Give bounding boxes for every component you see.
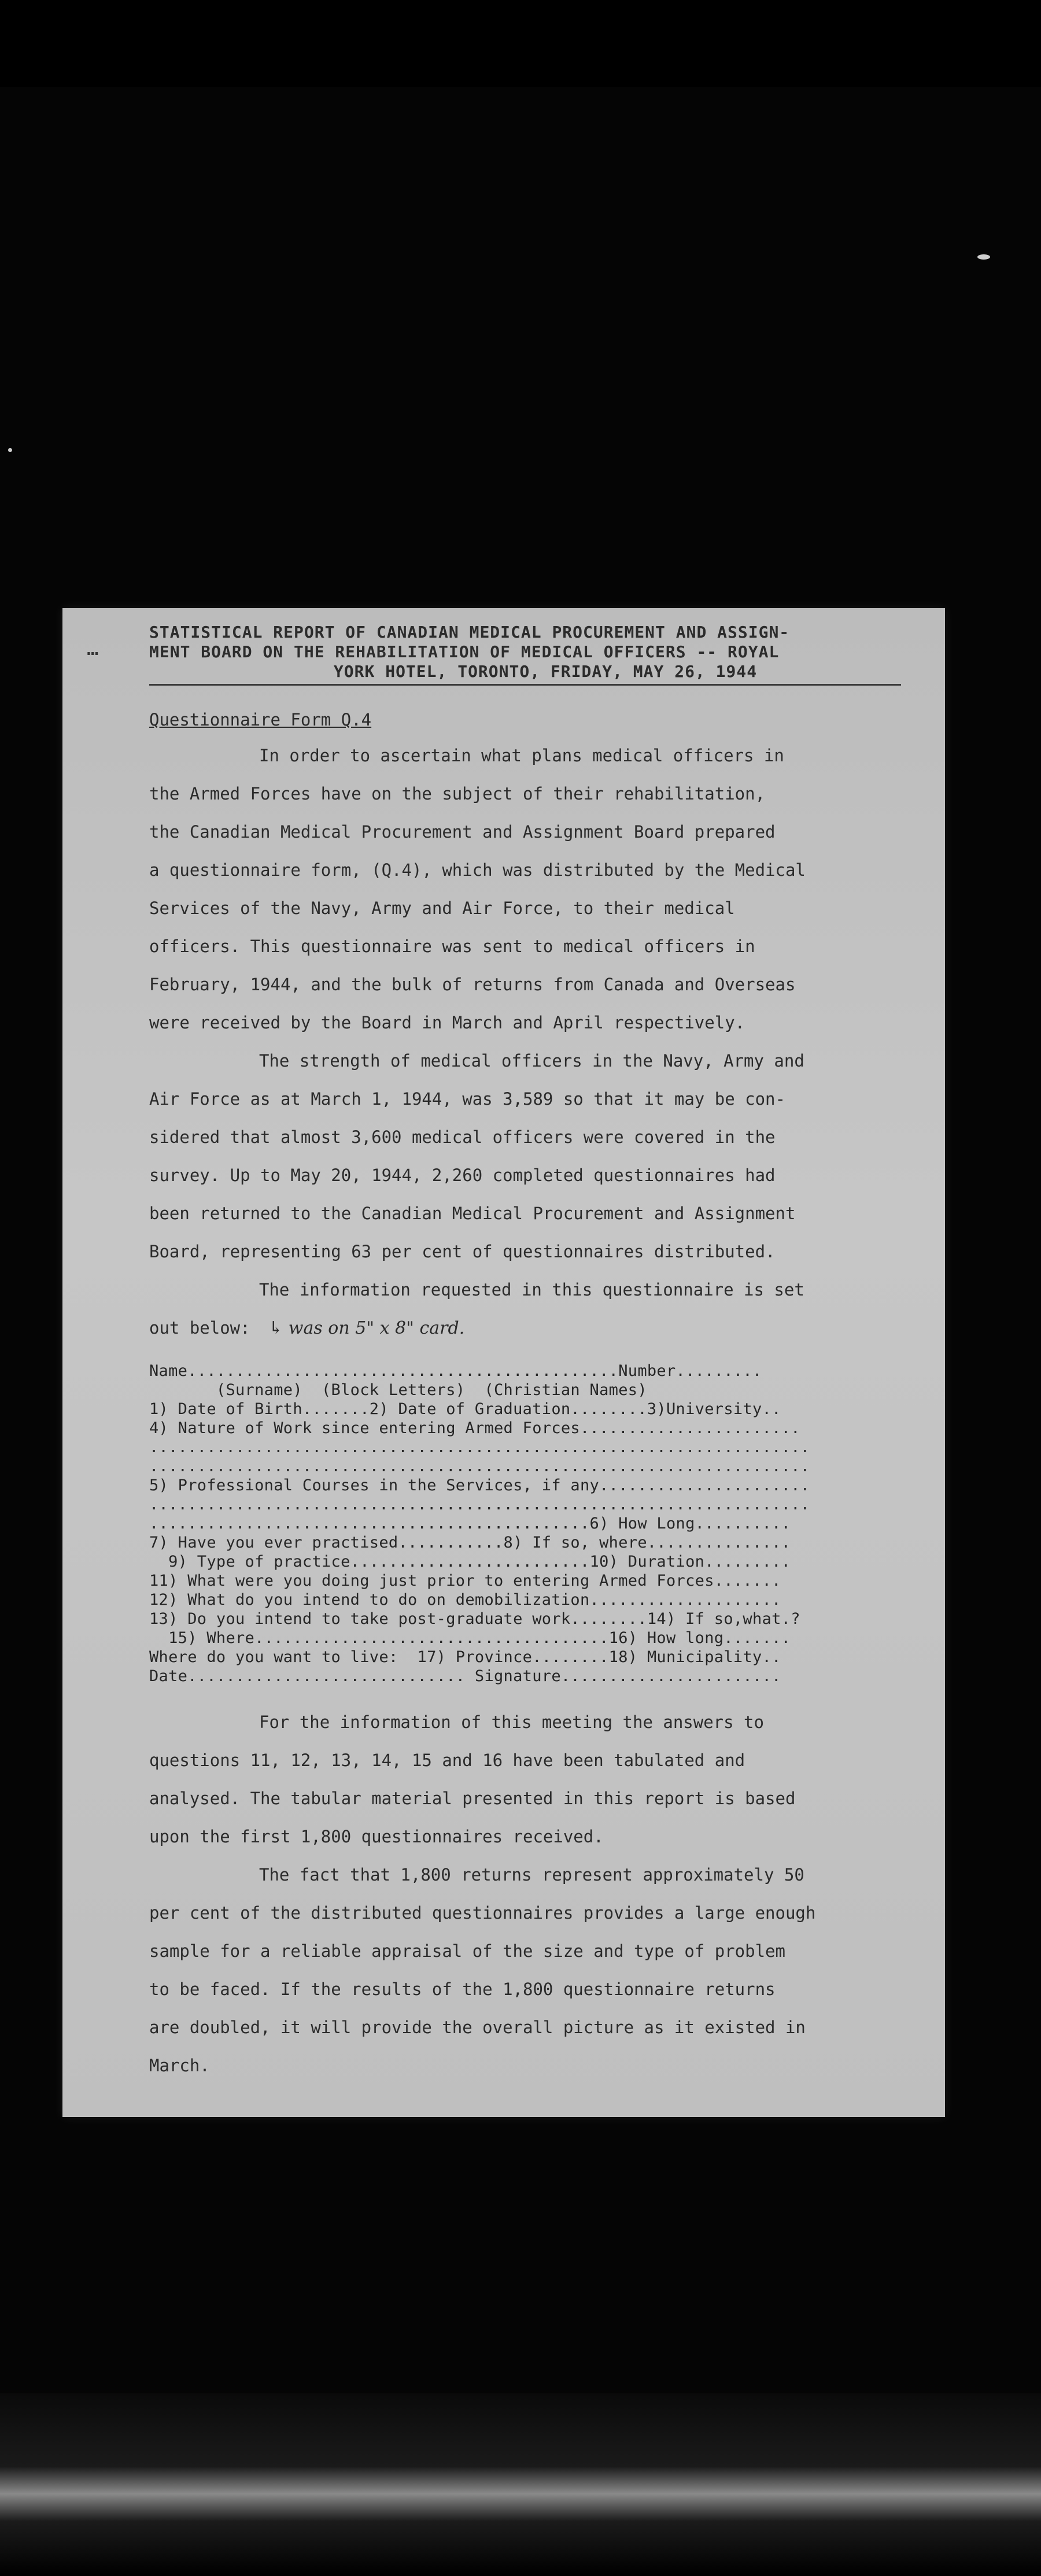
form-line: ..................................................................... xyxy=(149,1457,810,1475)
header-rule xyxy=(149,684,901,686)
section-title: Questionnaire Form Q.4 xyxy=(149,710,372,730)
form-line: (Surname) (Block Letters) (Christian Names) xyxy=(149,1381,647,1399)
dust-speck xyxy=(977,254,990,260)
form-line: 9) Type of practice.........................10) Duration......... xyxy=(149,1553,791,1571)
text-line: sidered that almost 3,600 medical officers were covered in the xyxy=(149,1127,776,1147)
form-line: Where do you want to live: 17) Province........18) Municipality.. xyxy=(149,1648,781,1666)
tabulation-paragraph xyxy=(149,1703,907,1856)
text-fragment: out below: xyxy=(149,1318,250,1338)
text-line: For the information of this meeting the answers to xyxy=(259,1712,764,1732)
info-paragraph xyxy=(149,1271,907,1348)
text-line: were received by the Board in March and April respectively. xyxy=(149,1013,745,1032)
form-line: 11) What were you doing just prior to entering Armed Forces....... xyxy=(149,1572,781,1590)
text-line: a questionnaire form, (Q.4), which was distributed by the Medical xyxy=(149,860,806,880)
text-line: Board, representing 63 per cent of questionnaires distributed. xyxy=(149,1242,776,1261)
form-line: 13) Do you intend to take post-graduate work........14) If so,what.? xyxy=(149,1610,800,1628)
text-line: Air Force as at March 1, 1944, was 3,589 so that it may be con- xyxy=(149,1089,785,1109)
text-line: analysed. The tabular material presented in this report is based xyxy=(149,1789,796,1808)
text-line: In order to ascertain what plans medical officers in xyxy=(259,746,784,765)
form-line: ..............................................6) How Long.......... xyxy=(149,1515,791,1533)
text-line: survey. Up to May 20, 1944, 2,260 completed questionnaires had xyxy=(149,1165,776,1185)
sample-paragraph xyxy=(149,1856,907,2085)
film-border-bottom xyxy=(0,2393,1041,2576)
text-line: the Canadian Medical Procurement and Assignment Board prepared xyxy=(149,822,776,842)
text-line: are doubled, it will provide the overall picture as it existed in xyxy=(149,2018,806,2037)
text-line: Services of the Navy, Army and Air Force, to their medical xyxy=(149,898,735,918)
handwritten-text: was on 5" x 8" card. xyxy=(288,1318,465,1338)
form-line: 12) What do you intend to do on demobilization.................... xyxy=(149,1591,781,1609)
form-line: 1) Date of Birth.......2) Date of Graduation........3)University.. xyxy=(149,1400,781,1418)
report-title-line-1: STATISTICAL REPORT OF CANADIAN MEDICAL PROCUREMENT AND ASSIGN- xyxy=(149,623,790,642)
document-page xyxy=(62,608,945,2117)
film-border-top xyxy=(0,0,1041,87)
form-line: 5) Professional Courses in the Services, if any...................... xyxy=(149,1476,810,1494)
form-line: 7) Have you ever practised...........8) If so, where............... xyxy=(149,1534,791,1552)
text-line: The fact that 1,800 returns represent approximately 50 xyxy=(259,1865,804,1885)
intro-paragraph xyxy=(149,736,907,1042)
text-line: March. xyxy=(149,2056,210,2075)
report-title-line-2: MENT BOARD ON THE REHABILITATION OF MEDICAL OFFICERS -- ROYAL xyxy=(149,642,780,661)
text-line: The strength of medical officers in the Navy, Army and xyxy=(259,1051,804,1071)
text-line: to be faced. If the results of the 1,800 questionnaire returns xyxy=(149,1979,776,1999)
text-line: February, 1944, and the bulk of returns from Canada and Overseas xyxy=(149,975,796,994)
form-line: ..................................................................... xyxy=(149,1438,810,1456)
text-line xyxy=(149,1309,907,1348)
form-line: 15) Where.....................................16) How long....... xyxy=(149,1629,791,1647)
text-line: per cent of the distributed questionnaires provides a large enough xyxy=(149,1903,816,1923)
page-content xyxy=(149,623,907,2085)
text-line: sample for a reliable appraisal of the size and type of problem xyxy=(149,1941,785,1961)
handwritten-annotation: ↳ was on 5" x 8" card. xyxy=(268,1318,465,1338)
dust-speck xyxy=(8,448,12,452)
margin-mark: … xyxy=(87,637,99,660)
form-line: ..................................................................... xyxy=(149,1496,810,1513)
text-line: officers. This questionnaire was sent to medical officers in xyxy=(149,937,755,956)
text-line: upon the first 1,800 questionnaires received. xyxy=(149,1827,604,1846)
form-line: Name.............................................Number......... xyxy=(149,1362,762,1380)
report-title-line-3: YORK HOTEL, TORONTO, FRIDAY, MAY 26, 1944 xyxy=(333,662,758,681)
text-line: The information requested in this questionnaire is set xyxy=(259,1280,804,1300)
text-line: questions 11, 12, 13, 14, 15 and 16 have been tabulated and xyxy=(149,1750,745,1770)
form-line: Date............................. Signature....................... xyxy=(149,1667,781,1685)
text-line: the Armed Forces have on the subject of their rehabilitation, xyxy=(149,784,766,804)
form-line: 4) Nature of Work since entering Armed Forces....................... xyxy=(149,1419,800,1437)
text-line: been returned to the Canadian Medical Procurement and Assignment xyxy=(149,1204,796,1223)
strength-paragraph xyxy=(149,1042,907,1271)
questionnaire-form xyxy=(149,1361,907,1686)
